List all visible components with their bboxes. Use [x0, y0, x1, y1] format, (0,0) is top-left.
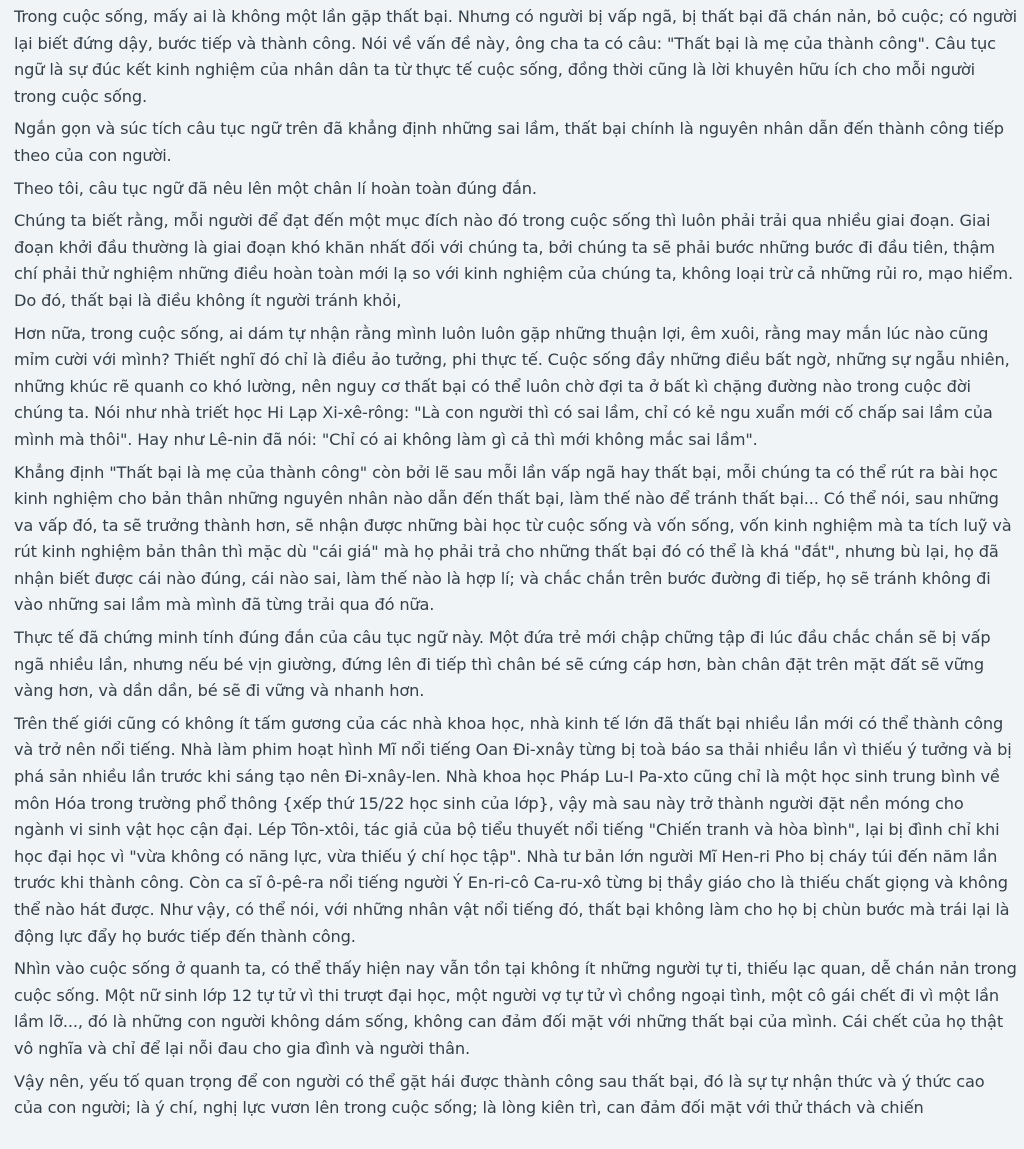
paragraph-3: Theo tôi, câu tục ngữ đã nêu lên một chân lí hoàn toàn đúng đắn.	[14, 178, 537, 198]
paragraph-2: Ngắn gọn và súc tích câu tục ngữ trên đã khẳng định những sai lầm, thất bại chính là nguyên nhân dẫn đến thành công tiếp theo của con người.	[14, 119, 1004, 165]
paragraph-4: Chúng ta biết rằng, mỗi người để đạt đến một mục đích nào đó trong cuộc sống thì luôn phải trải qua nhiều giai đoạn. Giai đoạn khởi đầu thường là giai đoạn khó khăn nhất đối với chúng ta, bởi chúng ta sẽ phải bước những bước đi đầu tiên, thậm chí phải thử nghiệm những điều hoàn toàn mới lạ so với kinh nghiệm của chúng ta, không loại trừ cả những rủi ro, mạo hiểm. Do đó, thất bại là điều không ít người tránh khỏi,	[14, 211, 1013, 310]
paragraph-6: Khẳng định "Thất bại là mẹ của thành công" còn bởi lẽ sau mỗi lần vấp ngã hay thất bại, mỗi chúng ta có thể rút ra bài học kinh nghiệm cho bản thân những nguyên nhân nào dẫn đến thất bại, làm thế nào để tránh thất bại... Có thể nói, sau những va vấp đó, ta sẽ trưởng thành hơn, sẽ nhận được những bài học từ cuộc sống và vốn sống, vốn kinh nghiệm mà ta tích luỹ và rút kinh nghiệm bản thân thì mặc dù "cái giá" mà họ phải trả cho những thất bại đó có thể là khá "đắt", nhưng bù lại, họ đã nhận biết được cái nào đúng, cái nào sai, làm thế nào là hợp lí; và chắc chắn trên bước đường đi tiếp, họ sẽ tránh không đi vào những sai lầm mà mình đã từng trải qua đó nữa.	[14, 462, 1012, 615]
paragraph-7: Thực tế đã chứng minh tính đúng đắn của câu tục ngữ này. Một đứa trẻ mới chập chững tập đi lúc đầu chắc chắn sẽ bị vấp ngã nhiều lần, nhưng nếu bé vịn giường, đứng lên đi tiếp thì chân bé sẽ cứng cáp hơn, bàn chân đặt trên mặt đất sẽ vững vàng hơn, và dần dần, bé sẽ đi vững và nhanh hơn.	[14, 628, 991, 701]
paragraph-1: Trong cuộc sống, mấy ai là không một lần gặp thất bại. Nhưng có người bị vấp ngã, bị thất bại đã chán nản, bỏ cuộc; có người lại biết đứng dậy, bước tiếp và thành công. Nói về vấn đề này, ông cha ta có câu: "Thất bại là mẹ của thành công". Câu tục ngữ là sự đúc kết kinh nghiệm của nhân dân ta từ thực tế cuộc sống, đồng thời cũng là lời khuyên hữu ích cho mỗi người trong cuộc sống.	[14, 7, 1017, 106]
paragraph-8: Trên thế giới cũng có không ít tấm gương của các nhà khoa học, nhà kinh tế lớn đã thất bại nhiều lần mới có thể thành công và trở nên nổi tiếng. Nhà làm phim hoạt hình Mĩ nổi tiếng Oan Đi-xnây từng bị toà báo sa thải nhiều lần vì thiếu ý tưởng và bị phá sản nhiều lần trước khi sáng tạo nên Đi-xnây-len. Nhà khoa học Pháp Lu-I Pa-xto cũng chỉ là một học sinh trung bình về môn Hóa trong trường phổ thông {xếp thứ 15/22 học sinh của lớp}, vậy mà sau này trở thành người đặt nền móng cho ngành vi sinh vật học cận đại. Lép Tôn-xtôi, tác giả của bộ tiểu thuyết nổi tiếng "Chiến tranh và hòa bình", lại bị đình chỉ khi học đại học vì "vừa không có năng lực, vừa thiếu ý chí học tập". Nhà tư bản lớn người Mĩ Hen-ri Pho bị cháy túi đến năm lần trước khi thành công. Còn ca sĩ ô-pê-ra nổi tiếng người Ý En-ri-cô Ca-ru-xô từng bị thầy giáo cho là thiếu chất giọng và không thể nào hát được. Như vậy, có thể nói, với những nhân vật nổi tiếng đó, thất bại không làm cho họ bị chùn bước mà trái lại là động lực đẩy họ bước tiếp đến thành công.	[14, 713, 1012, 946]
paragraph-10: Vậy nên, yếu tố quan trọng để con người có thể gặt hái được thành công sau thất bại, đó là sự tự nhận thức và ý thức cao của con người; là ý chí, nghị lực vươn lên trong cuộc sống; là lòng kiên trì, can đảm đối mặt với thử thách và chiến	[14, 1071, 985, 1118]
paragraph-5: Hơn nữa, trong cuộc sống, ai dám tự nhận rằng mình luôn luôn gặp những thuận lợi, êm xuôi, rằng may mắn lúc nào cũng mỉm cười với mình? Thiết nghĩ đó chỉ là điều ảo tưởng, phi thực tế. Cuộc sống đầy những điều bất ngờ, những sự ngẫu nhiên, những khúc rẽ quanh co khó lường, nên nguy cơ thất bại có thể luôn chờ đợi ta ở bất kì chặng đường nào trong cuộc đời chúng ta. Nói như nhà triết học Hi Lạp Xi-xê-rông: "Là con người thì có sai lầm, chỉ có kẻ ngu xuẩn mới cố chấp sai lầm của mình mà thôi". Hay như Lê-nin đã nói: "Chỉ có ai không làm gì cả thì mới không mắc sai lầm".	[14, 323, 1010, 449]
paragraph-9: Nhìn vào cuộc sống ở quanh ta, có thể thấy hiện nay vẫn tồn tại không ít những người tự ti, thiếu lạc quan, dễ chán nản trong cuộc sống. Một nữ sinh lớp 12 tự tử vì thi trượt đại học, một người vợ tự tử vì chồng ngoại tình, một cô gái chết đi vì một lần lầm lỡ..., đó là những con người không dám sống, không can đảm đối mặt với những thất bại của mình. Cái chết của họ thật vô nghĩa và chỉ để lại nỗi đau cho gia đình và người thân.	[14, 959, 1017, 1058]
